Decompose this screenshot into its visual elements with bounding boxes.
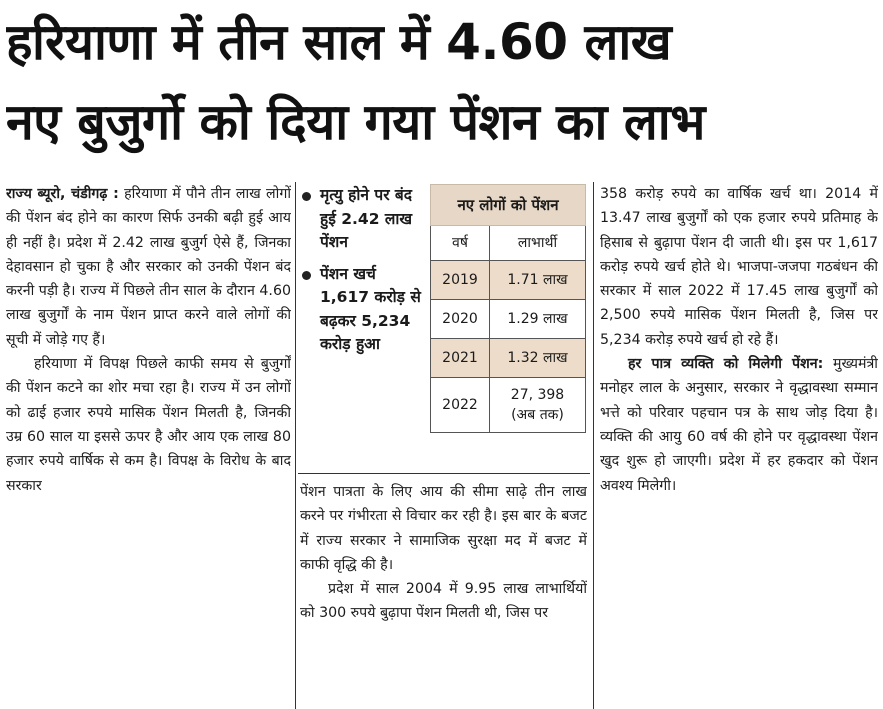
column-divider-right	[593, 182, 594, 709]
table-cell-value	[490, 377, 586, 432]
paragraph: हरियाणा में विपक्ष पिछले काफी समय से बुजुर्गों की पेंशन कटने का शोर मचा रहा है। राज्य में उन लोगों को ढाई हजार रुपये मासिक पेंशन मिलती है, जिनकी उम्र 60 साल या इससे ऊपर है और आय एक लाख 80 हजार रुपये वार्षिक से कम है। विपक्ष के विरोध के बाद सरकार	[6, 356, 291, 494]
table-row	[431, 338, 586, 377]
table-cell-year: 2019	[431, 260, 490, 299]
bullet-icon	[302, 271, 311, 280]
table-row	[431, 377, 586, 432]
table-header-row	[431, 226, 586, 260]
table-cell-year: 2021	[431, 338, 490, 377]
table-header-beneficiary: लाभार्थी	[490, 226, 586, 260]
headline-line-2: नए बुजुर्गो को दिया गया पेंशन का लाभ	[6, 93, 705, 151]
paragraph	[600, 352, 878, 498]
headline	[6, 2, 878, 162]
table-header-year: वर्ष	[431, 226, 490, 260]
paragraph	[6, 182, 291, 352]
headline-line-1: हरियाणा में तीन साल में 4.60 लाख	[6, 13, 672, 71]
byline: राज्य ब्यूरो, चंडीगढ़ :	[6, 186, 119, 202]
highlight-text: पेंशन खर्च 1,617 करोड़ से बढ़कर 5,234 करोड़ हुआ	[320, 264, 421, 353]
paragraph: प्रदेश में साल 2004 में 9.95 लाख लाभार्थियों को 300 रुपये बुढ़ापा पेंशन मिलती थी, जिस पर	[300, 581, 587, 622]
article-column-3	[600, 182, 878, 709]
highlight-text: मृत्यु होने पर बंद हुई 2.42 लाख पेंशन	[320, 186, 413, 251]
table-cell-value: 1.29 लाख	[490, 299, 586, 338]
table-cell-value: 1.32 लाख	[490, 338, 586, 377]
box-bottom-rule	[298, 473, 590, 474]
paragraph: 358 करोड़ रुपये का वार्षिक खर्च था। 2014 में 13.47 लाख बुजुर्गों को एक हजार रुपये प्रतिमाह के हिसाब से बुढ़ापा पेंशन दी जाती थी। इस पर 1,617 करोड़ रुपये खर्च होते थे। भाजपा-जजपा गठबंधन की सरकार में साल 2022 में 17.45 लाख बुजुर्गों को 2,500 रुपये मासिक पेंशन मिलती है, जिस पर 5,234 करोड़ रुपये खर्च हो रहे हैं।	[600, 186, 878, 348]
paragraph: पेंशन पात्रता के लिए आय की सीमा साढ़े तीन लाख करने पर गंभीरता से विचार कर रही है। इस बार के बजट में राज्य सरकार ने सामाजिक सुरक्षा मद में बजट में काफी वृद्धि की है।	[300, 484, 587, 573]
paragraph-text: हरियाणा में पौने तीन लाख लोगों की पेंशन बंद होने का कारण सिर्फ उनकी बढ़ी हुई आय ही नहीं है। प्रदेश में 2.42 लाख बुजुर्ग ऐसे हैं, जिनका देहावसान हो चुका है और सरकार को उनकी पेंशन बंद करनी पड़ी है। राज्य में पिछले तीन साल के दौरान 4.60 लाख बुजुर्गों के नाम पेंशन प्राप्त करने वाले लोगों की सूची में जोड़े गए हैं।	[6, 186, 291, 348]
highlight-item	[300, 184, 425, 255]
sub-heading: हर पात्र व्यक्ति को मिलेगी पेंशन:	[628, 356, 824, 373]
table-row	[431, 260, 586, 299]
pension-table	[430, 226, 586, 433]
table-cell-value: 1.71 लाख	[490, 260, 586, 299]
highlights-box	[300, 184, 425, 468]
article-column-2	[300, 480, 587, 709]
table-row	[431, 299, 586, 338]
highlight-item	[300, 263, 425, 357]
table-title: नए लोगों को पेंशन	[430, 184, 586, 226]
table-cell-year: 2022	[431, 377, 490, 432]
table-cell-value-text: 27, 398	[510, 386, 565, 403]
bullet-icon	[302, 192, 311, 201]
table-cell-note: (अब तक)	[511, 406, 564, 423]
paragraph-text: मुख्यमंत्री मनोहर लाल के अनुसार, सरकार ने वृद्धावस्था सम्मान भत्ते को परिवार पहचान पत्र के साथ जोड़ दिया है। व्यक्ति की आयु 60 वर्ष की होने पर वृद्धावस्था पेंशन खुद शुरू हो जाएगी। प्रदेश में हर हकदार को पेंशन अवश्य मिलेगी।	[600, 356, 878, 494]
article-column-1	[6, 182, 291, 709]
table-cell-year: 2020	[431, 299, 490, 338]
column-divider-left	[295, 182, 296, 709]
pension-table-box	[430, 184, 586, 448]
